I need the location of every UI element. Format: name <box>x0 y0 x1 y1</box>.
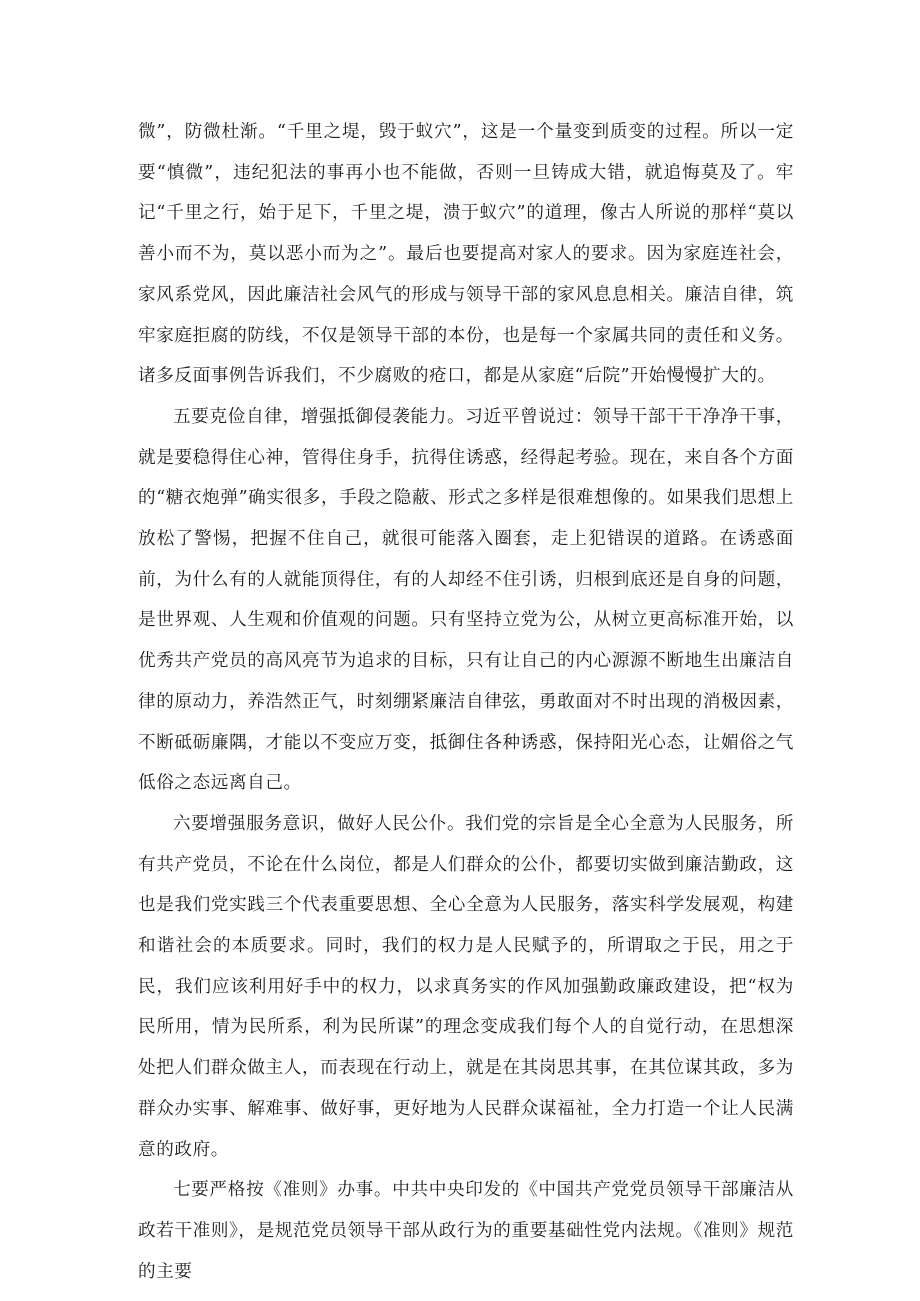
paragraph-item-six: 六要增强服务意识，做好人民公仆。我们党的宗旨是全心全意为人民服务，所有共产党员，不论在什么岗位，都是人们群众的公仆，都要切实做到廉洁勤政，这也是我们党实践三个代表重要思想、全心全意为人民服务，落实科学发展观，构建和谐社会的本质要求。同时，我们的权力是人民赋予的，所谓取之于民，用之于民，我们应该利用好手中的权力，以求真务实的作风加强勤政廉政建设，把“权为民所用，情为民所系，利为民所谋”的理念变成我们每个人的自觉行动，在思想深处把人们群众做主人，而表现在行动上，就是在其岗思其事，在其位谋其政，多为群众办实事、解难事、做好事，更好地为人民群众谋福祉，全力打造一个让人民满意的政府。 <box>138 813 794 1160</box>
paragraph-continuation: 微”，防微杜渐。“千里之堤，毁于蚁穴”，这是一个量变到质变的过程。所以一定要“慎微”，违纪犯法的事再小也不能做，否则一旦铸成大错，就追悔莫及了。牢记“千里之行，始于足下，千里之堤，溃于蚁穴”的道理，像古人所说的那样“莫以善小而不为，莫以恶小而为之”。最后也要提高对家人的要求。因为家庭连社会，家风系党风，因此廉洁社会风气的形成与领导干部的家风息息相关。廉洁自律，筑牢家庭拒腐的防线，不仅是领导干部的本份，也是每一个家属共同的责任和义务。诸多反面事例告诉我们，不少腐败的疮口，都是从家庭“后院”开始慢慢扩大的。 <box>138 122 794 387</box>
paragraph-item-seven: 七要严格按《准则》办事。中共中央印发的《中国共产党党员领导干部廉洁从政若干准则》，是规范党员领导干部从政行为的重要基础性党内法规。《准则》规范的主要 <box>138 1180 794 1282</box>
paragraph-item-five: 五要克俭自律，增强抵御侵袭能力。习近平曾说过：领导干部干干净净干事，就是要稳得住心神，管得住身手，抗得住诱惑，经得起考验。现在，来自各个方面的“糖衣炮弹”确实很多，手段之隐蔽、形式之多样是很难想像的。如果我们思想上放松了警惕，把握不住自己，就很可能落入圈套，走上犯错误的道路。在诱惑面前，为什么有的人就能顶得住，有的人却经不住引诱，归根到底还是自身的问题，是世界观、人生观和价值观的问题。只有坚持立党为公，从树立更高标准开始，以优秀共产党员的高风亮节为追求的目标，只有让自己的内心源源不断地生出廉洁自律的原动力，养浩然正气，时刻绷紧廉洁自律弦，勇敢面对不时出现的消极因素，不断砥砺廉隅，才能以不变应万变，抵御住各种诱惑，保持阳光心态，让媚俗之气低俗之态远离自己。 <box>138 406 794 794</box>
document-body <box>138 112 794 1292</box>
